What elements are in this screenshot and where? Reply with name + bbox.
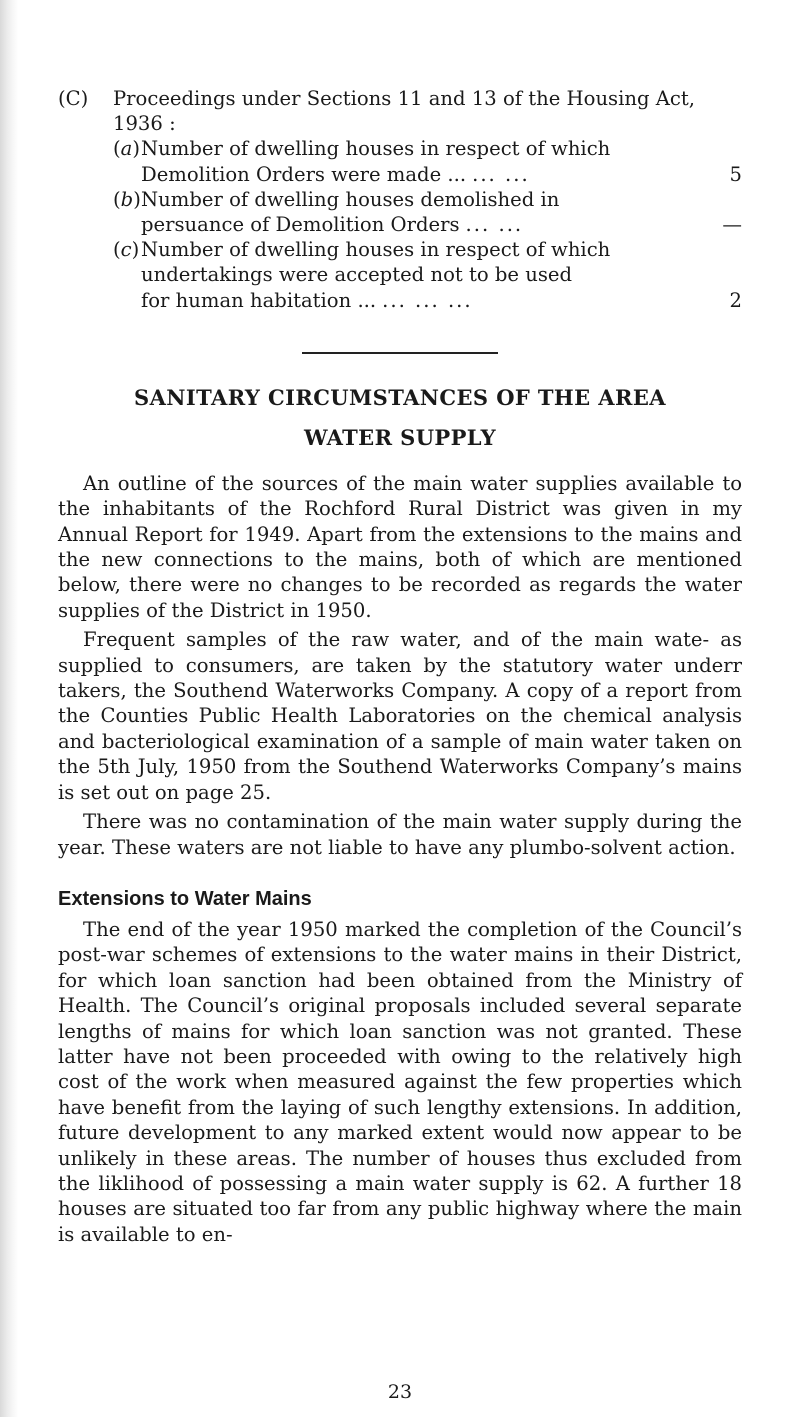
paragraph-samples: Frequent samples of the raw water, and of the main wate- as supplied to consumers, are taken by the statutory water underr takers, the Southend Waterworks Company. A copy of a report from the Counties Public Health Laboratories on the chemical analysis and bacteriological examination of a sample of main water taken on the 5th July, 1950 from the Southend Waterworks Company’s mains is set out on page 25. xyxy=(58,628,742,804)
item-c-line-2: undertakings were accepted not to be used xyxy=(141,263,573,287)
section-c-heading-row xyxy=(58,86,742,136)
item-a-line-2: Demolition Orders were made ... xyxy=(141,162,467,186)
item-c-dots: ... ... ... xyxy=(382,288,473,312)
item-c-final-line xyxy=(141,288,742,313)
document-page xyxy=(58,86,742,1247)
item-b-dots: ... ... xyxy=(465,213,524,237)
section-c-marker: (C) xyxy=(58,87,89,110)
item-a-line-1: Number of dwelling houses in respect of which xyxy=(141,137,611,161)
item-b-final-line xyxy=(141,212,742,237)
section-c-heading: Proceedings under Sections 11 and 13 of the Housing Act, 1936 : xyxy=(113,87,695,136)
item-c-value: 2 xyxy=(729,288,742,312)
paragraph-contamination: There was no contamination of the main water supply during the year. These waters are not liable to have any plumbo-solvent action. xyxy=(58,810,742,859)
page-number: 23 xyxy=(387,1381,413,1403)
item-a-marker: (a) xyxy=(113,137,140,161)
item-b-marker: (b) xyxy=(113,187,141,211)
sub-heading: WATER SUPPLY xyxy=(303,424,497,450)
item-a xyxy=(113,136,742,186)
main-heading: SANITARY CIRCUMSTANCES OF THE AREA xyxy=(134,384,666,410)
paragraph-outline: An outline of the sources of the main water supplies available to the inhabitants of the Rochford Rural District was given in my Annual Report for 1949. Apart from the extensions to the mains and the new connections to the mains, both of which are mentioned below, there were no changes to be recorded as regards the water supplies of the District in 1950. xyxy=(58,471,742,622)
page-edge-shadow xyxy=(0,0,18,1417)
item-a-final-line xyxy=(141,162,742,187)
item-c-line-1: Number of dwelling houses in respect of which xyxy=(141,238,611,262)
paragraph-extensions: The end of the year 1950 marked the completion of the Council’s post-war schemes of extensions to the water mains in their District, for which loan sanction had been obtained from the Ministry of Health. The Council’s original proposals included several separate lengths of mains for which loan sanction was not granted. These latter have not been proceeded with owing to the relatively high cost of the work when measured against the few properties which have benefit from the laying of such lengthy extensions. In addition, future development to any marked extent would now appear to be unlikely in these areas. The number of houses thus excluded from the liklihood of possessing a main water supply is 62. A further 18 houses are situated too far from any public highway where the main is available to en- xyxy=(58,917,742,1246)
horizontal-rule xyxy=(302,352,498,354)
extensions-heading: Extensions to Water Mains xyxy=(58,887,312,910)
section-c xyxy=(58,86,742,313)
item-a-dots: ... ... xyxy=(472,162,530,186)
item-b-value: — xyxy=(722,213,742,237)
item-b-line-1: Number of dwelling houses demolished in xyxy=(141,187,560,211)
item-c-line-3: for human habitation ... xyxy=(141,288,377,312)
item-c xyxy=(113,237,742,313)
item-c-marker: (c) xyxy=(113,238,140,262)
item-b xyxy=(113,187,742,237)
item-b-line-2: persuance of Demolition Orders xyxy=(141,213,460,237)
item-a-value: 5 xyxy=(729,162,742,186)
